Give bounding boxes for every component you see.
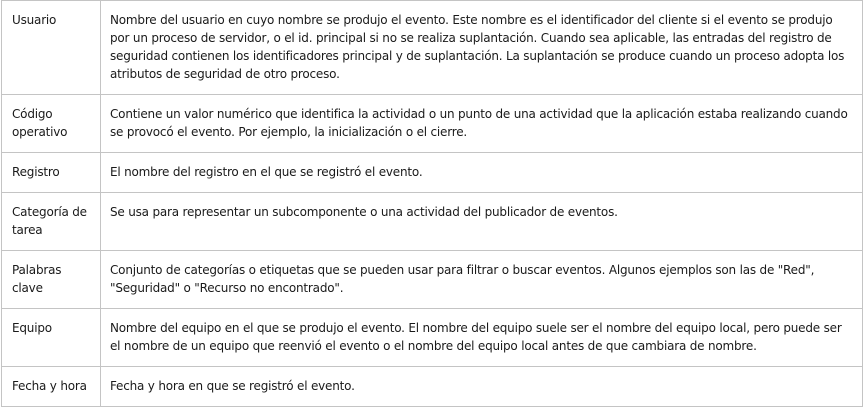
property-name: Fecha y hora [2, 367, 101, 407]
property-name: Palabras clave [2, 251, 101, 309]
property-description: Contiene un valor numérico que identifica la actividad o un punto de una actividad que la aplicación estaba realizando cuando se provocó el evento. Por ejemplo, la inicialización o el cierre. [101, 95, 863, 153]
property-name: Usuario [2, 1, 101, 95]
table-row [2, 1, 863, 95]
property-description: Nombre del equipo en el que se produjo el evento. El nombre del equipo suele ser el nombre del equipo local, pero puede ser el nombre de un equipo que reenvió el evento o el nombre del equipo local antes de que cambiara de nombre. [101, 309, 863, 367]
table-row [2, 95, 863, 153]
table-row [2, 309, 863, 367]
table-row [2, 367, 863, 407]
event-properties-table [1, 0, 863, 407]
table-row [2, 153, 863, 193]
property-name: Código operativo [2, 95, 101, 153]
property-name: Categoría de tarea [2, 193, 101, 251]
table-row [2, 251, 863, 309]
property-name: Registro [2, 153, 101, 193]
property-description: Nombre del usuario en cuyo nombre se produjo el evento. Este nombre es el identificador del cliente si el evento se produjo por un proceso de servidor, o el id. principal si no se realiza suplantación. Cuando sea aplicable, las entradas del registro de seguridad contienen los identificadores principal y de suplantación. La suplantación se produce cuando un proceso adopta los atributos de seguridad de otro proceso. [101, 1, 863, 95]
property-description: Conjunto de categorías o etiquetas que se pueden usar para filtrar o buscar eventos. Algunos ejemplos son las de "Red", "Seguridad" o "Recurso no encontrado". [101, 251, 863, 309]
property-description: Fecha y hora en que se registró el evento. [101, 367, 863, 407]
property-description: El nombre del registro en el que se registró el evento. [101, 153, 863, 193]
table-row [2, 193, 863, 251]
property-description: Se usa para representar un subcomponente o una actividad del publicador de eventos. [101, 193, 863, 251]
property-name: Equipo [2, 309, 101, 367]
